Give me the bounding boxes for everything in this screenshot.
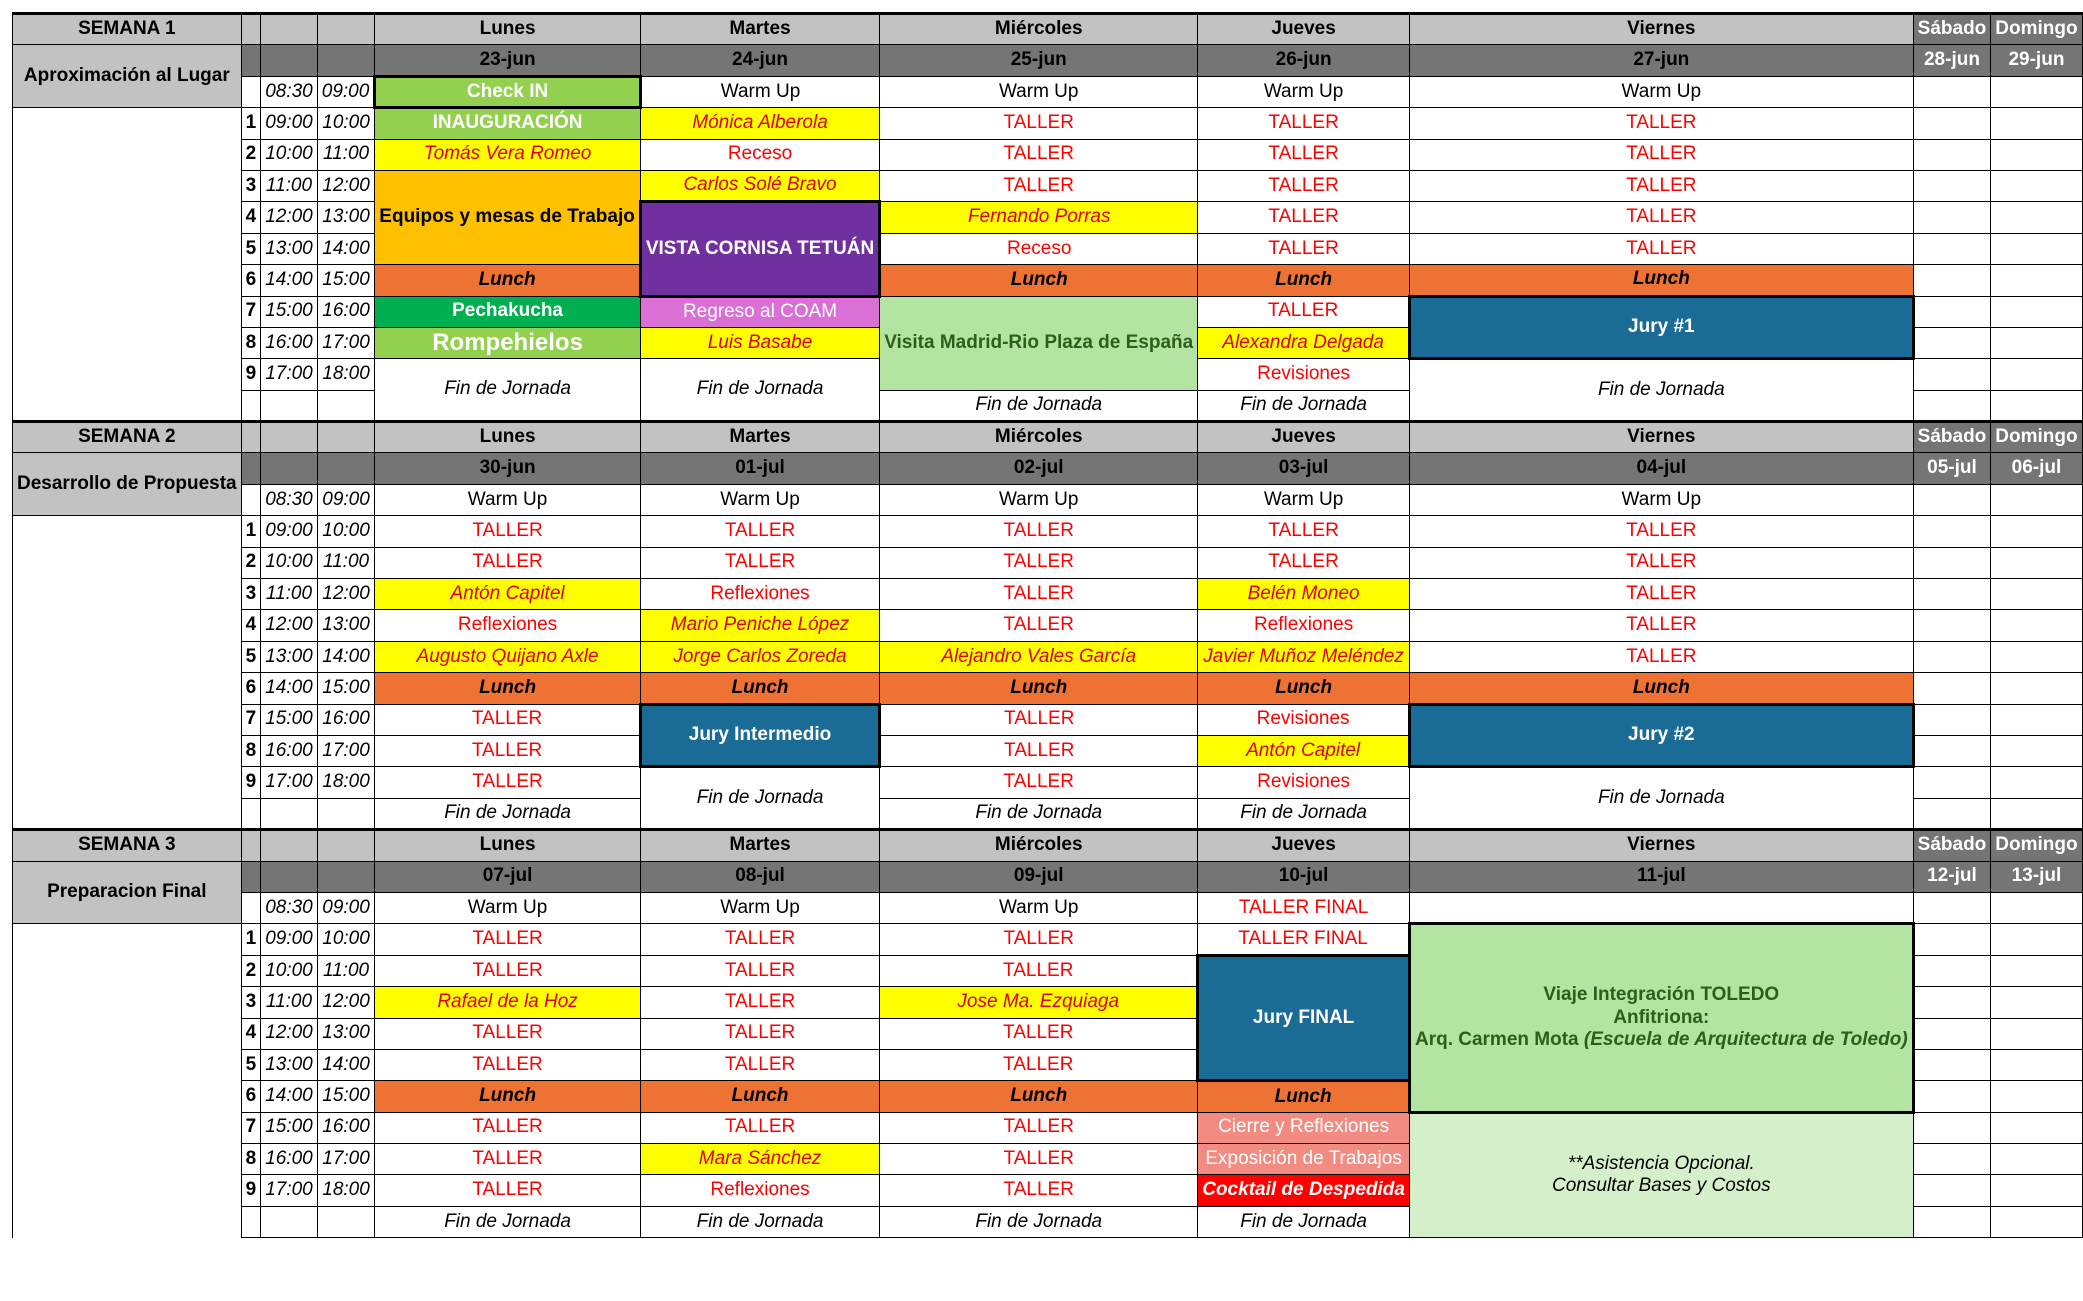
- end-time: 18:00: [317, 1175, 375, 1206]
- event-cell: TALLER: [880, 1018, 1198, 1049]
- date-cell: 27-jun: [1409, 45, 1913, 76]
- event-cocktail: Cocktail de Despedida: [1198, 1175, 1410, 1206]
- event-cell: TALLER: [880, 704, 1198, 735]
- end-time: 11:00: [317, 139, 375, 170]
- start-time: 16:00: [261, 735, 318, 766]
- start-time: 15:00: [261, 1112, 318, 1143]
- event-cell: TALLER: [880, 924, 1198, 955]
- event-speaker: Jorge Carlos Zoreda: [640, 641, 879, 672]
- day-header: Martes: [640, 830, 879, 861]
- end-time: 11:00: [317, 547, 375, 578]
- start-time: 08:30: [261, 892, 318, 923]
- lunch-cell: Lunch: [640, 673, 879, 704]
- event-cell: TALLER: [880, 1175, 1198, 1206]
- event-cell: Warm Up: [640, 484, 879, 515]
- start-time: 13:00: [261, 641, 318, 672]
- event-cell: TALLER: [880, 1144, 1198, 1175]
- lunch-cell: Lunch: [1198, 673, 1410, 704]
- event-cell: TALLER: [1198, 296, 1410, 327]
- event-cell: Reflexiones: [640, 579, 879, 610]
- event-cell: TALLER FINAL: [1198, 924, 1410, 955]
- day-header: Jueves: [1198, 830, 1410, 861]
- end-time: 15:00: [317, 1081, 375, 1112]
- fin-jornada: Fin de Jornada: [1409, 767, 1913, 830]
- viaje-line-1: Viaje Integración TOLEDO: [1543, 983, 1780, 1005]
- fin-jornada: Fin de Jornada: [1409, 359, 1913, 422]
- event-cell: Warm Up: [640, 892, 879, 923]
- end-time: 12:00: [317, 579, 375, 610]
- start-time: 16:00: [261, 327, 318, 358]
- lunch-cell: Lunch: [640, 1081, 879, 1112]
- event-cell: TALLER FINAL: [1198, 892, 1410, 923]
- date-cell: 24-jun: [640, 45, 879, 76]
- event-cell: TALLER: [1409, 579, 1913, 610]
- fin-jornada: Fin de Jornada: [1198, 1206, 1410, 1237]
- slot-number: 2: [241, 955, 261, 986]
- event-cell: Revisiones: [1198, 767, 1410, 798]
- event-speaker: Augusto Quijano Axle: [375, 641, 641, 672]
- start-time: 10:00: [261, 139, 318, 170]
- event-cell: Receso: [880, 233, 1198, 264]
- jury-cell: Jury Intermedio: [640, 704, 879, 767]
- date-cell: 28-jun: [1913, 45, 1991, 76]
- start-time: 13:00: [261, 1049, 318, 1080]
- slot-number: 9: [241, 1175, 261, 1206]
- fin-jornada: Fin de Jornada: [375, 1206, 641, 1237]
- date-cell: 08-jul: [640, 861, 879, 892]
- event-cell: TALLER: [880, 139, 1198, 170]
- event-regreso: Regreso al COAM: [640, 296, 879, 327]
- lunch-cell: Lunch: [1409, 265, 1913, 296]
- event-cell: TALLER: [880, 735, 1198, 766]
- week-phase: Aproximación al Lugar: [13, 45, 242, 108]
- event-cell: Receso: [640, 139, 879, 170]
- date-cell: 02-jul: [880, 453, 1198, 484]
- end-time: 18:00: [317, 767, 375, 798]
- start-time: 14:00: [261, 673, 318, 704]
- slot-number: 8: [241, 327, 261, 358]
- viaje-line-2: Anfitriona:: [1613, 1006, 1710, 1028]
- fin-jornada: Fin de Jornada: [640, 359, 879, 422]
- event-speaker: Alejandro Vales García: [880, 641, 1198, 672]
- end-time: 09:00: [317, 484, 375, 515]
- event-viaje-toledo: [1409, 924, 1913, 1112]
- event-cell: TALLER: [1198, 202, 1410, 233]
- end-time: 12:00: [317, 170, 375, 201]
- event-cell: TALLER: [1198, 233, 1410, 264]
- end-time: 18:00: [317, 359, 375, 390]
- day-header: Domingo: [1991, 830, 2082, 861]
- viaje-line-4: (Escuela de Arquitectura de Toledo): [1583, 1029, 1908, 1051]
- event-cierre: Cierre y Reflexiones: [1198, 1112, 1410, 1143]
- slot-number: 6: [241, 1081, 261, 1112]
- jury-cell: Jury #1: [1409, 296, 1913, 359]
- end-time: 10:00: [317, 924, 375, 955]
- event-cell: TALLER: [375, 516, 641, 547]
- start-time: 16:00: [261, 1144, 318, 1175]
- end-time: 13:00: [317, 202, 375, 233]
- event-cell: TALLER: [1198, 547, 1410, 578]
- event-cell: TALLER: [375, 735, 641, 766]
- event-cell: TALLER: [640, 1049, 879, 1080]
- event-cell: TALLER: [1198, 516, 1410, 547]
- start-time: 09:00: [261, 108, 318, 139]
- event-cell: Warm Up: [375, 484, 641, 515]
- event-cell: Revisiones: [1198, 359, 1410, 390]
- event-cell: TALLER: [375, 767, 641, 798]
- slot-number: 2: [241, 547, 261, 578]
- event-cell: TALLER: [880, 767, 1198, 798]
- event-speaker: Mónica Alberola: [640, 108, 879, 139]
- event-cell: TALLER: [880, 579, 1198, 610]
- event-cell: TALLER: [1409, 641, 1913, 672]
- start-time: 11:00: [261, 579, 318, 610]
- event-speaker: Alexandra Delgada: [1198, 327, 1410, 358]
- lunch-cell: Lunch: [375, 1081, 641, 1112]
- event-cell: TALLER: [1409, 547, 1913, 578]
- end-time: 16:00: [317, 296, 375, 327]
- viaje-line-3: Arq. Carmen Mota: [1414, 1029, 1579, 1051]
- event-visita: Visita Madrid-Rio Plaza de España: [880, 296, 1198, 390]
- event-rompehielos: Rompehielos: [375, 327, 641, 358]
- event-cell: Warm Up: [880, 76, 1198, 107]
- jury-cell: Jury #2: [1409, 704, 1913, 767]
- event-cell: TALLER: [640, 1112, 879, 1143]
- week-label: SEMANA 1: [13, 14, 242, 45]
- event-cell: TALLER: [1198, 170, 1410, 201]
- week-phase: Desarrollo de Propuesta: [13, 453, 242, 516]
- lunch-cell: Lunch: [880, 673, 1198, 704]
- event-equipos: Equipos y mesas de Trabajo: [375, 170, 641, 264]
- end-time: 15:00: [317, 673, 375, 704]
- slot-number: 1: [241, 516, 261, 547]
- event-pechakucha: Pechakucha: [375, 296, 641, 327]
- start-time: 17:00: [261, 767, 318, 798]
- day-header: Sábado: [1913, 14, 1991, 45]
- start-time: 17:00: [261, 359, 318, 390]
- end-time: 17:00: [317, 1144, 375, 1175]
- start-time: 14:00: [261, 1081, 318, 1112]
- end-time: 09:00: [317, 892, 375, 923]
- day-header: Lunes: [375, 830, 641, 861]
- start-time: 17:00: [261, 1175, 318, 1206]
- end-time: 10:00: [317, 108, 375, 139]
- event-cell: Warm Up: [880, 484, 1198, 515]
- day-header: Viernes: [1409, 422, 1913, 453]
- date-cell: 13-jul: [1991, 861, 2082, 892]
- end-time: 14:00: [317, 233, 375, 264]
- event-cell: TALLER: [375, 1049, 641, 1080]
- event-speaker: Tomás Vera Romeo: [375, 139, 641, 170]
- event-speaker: Fernando Porras: [880, 202, 1198, 233]
- fin-jornada: Fin de Jornada: [375, 798, 641, 829]
- slot-number: 1: [241, 924, 261, 955]
- event-cell: TALLER: [375, 1175, 641, 1206]
- event-cell: TALLER: [880, 955, 1198, 986]
- event-cell: TALLER: [1409, 610, 1913, 641]
- start-time: 08:30: [261, 484, 318, 515]
- end-time: 16:00: [317, 1112, 375, 1143]
- slot-number: 5: [241, 641, 261, 672]
- date-cell: 01-jul: [640, 453, 879, 484]
- lunch-cell: Lunch: [1409, 673, 1913, 704]
- date-cell: 10-jul: [1198, 861, 1410, 892]
- day-header: Miércoles: [880, 422, 1198, 453]
- start-time: 13:00: [261, 233, 318, 264]
- event-cell: TALLER: [1409, 139, 1913, 170]
- fin-jornada: Fin de Jornada: [1198, 390, 1410, 421]
- end-time: 10:00: [317, 516, 375, 547]
- event-cell: TALLER: [880, 108, 1198, 139]
- event-speaker: Antón Capitel: [1198, 735, 1410, 766]
- day-header: Viernes: [1409, 14, 1913, 45]
- event-vista-cornisa: VISTA CORNISA TETUÁN: [640, 202, 879, 296]
- slot-number: 9: [241, 767, 261, 798]
- event-cell: TALLER: [375, 704, 641, 735]
- start-time: 12:00: [261, 202, 318, 233]
- end-time: 17:00: [317, 327, 375, 358]
- fin-jornada: Fin de Jornada: [880, 798, 1198, 829]
- date-cell: 30-jun: [375, 453, 641, 484]
- date-cell: 26-jun: [1198, 45, 1410, 76]
- start-time: 10:00: [261, 547, 318, 578]
- slot-number: 4: [241, 202, 261, 233]
- event-cell: TALLER: [1198, 139, 1410, 170]
- event-cell: Warm Up: [375, 892, 641, 923]
- end-time: 09:00: [317, 76, 375, 107]
- event-cell: TALLER: [1198, 108, 1410, 139]
- week-phase: Preparacion Final: [13, 861, 242, 924]
- end-time: 13:00: [317, 610, 375, 641]
- event-cell: TALLER: [640, 924, 879, 955]
- lunch-cell: Lunch: [1198, 265, 1410, 296]
- day-header: Lunes: [375, 422, 641, 453]
- date-cell: 09-jul: [880, 861, 1198, 892]
- day-header: Jueves: [1198, 14, 1410, 45]
- day-header: Martes: [640, 14, 879, 45]
- fin-jornada: Fin de Jornada: [640, 1206, 879, 1237]
- event-cell: TALLER: [375, 547, 641, 578]
- event-exposicion: Exposición de Trabajos: [1198, 1144, 1410, 1175]
- event-cell: TALLER: [375, 1144, 641, 1175]
- event-cell: TALLER: [375, 1112, 641, 1143]
- day-header: Domingo: [1991, 14, 2082, 45]
- slot-number: 6: [241, 265, 261, 296]
- event-cell: TALLER: [880, 1112, 1198, 1143]
- event-speaker: Luis Basabe: [640, 327, 879, 358]
- start-time: 09:00: [261, 516, 318, 547]
- day-header: Domingo: [1991, 422, 2082, 453]
- lunch-cell: Lunch: [1198, 1081, 1410, 1112]
- event-cell: Revisiones: [1198, 704, 1410, 735]
- fin-jornada: Fin de Jornada: [640, 767, 879, 830]
- slot-number: 4: [241, 610, 261, 641]
- event-cell: TALLER: [375, 955, 641, 986]
- start-time: 12:00: [261, 610, 318, 641]
- date-cell: 07-jul: [375, 861, 641, 892]
- lunch-cell: Lunch: [375, 265, 641, 296]
- event-cell: TALLER: [1409, 516, 1913, 547]
- event-cell: Reflexiones: [640, 1175, 879, 1206]
- event-inauguracion: INAUGURACIÓN: [375, 108, 641, 139]
- fin-jornada: Fin de Jornada: [1198, 798, 1410, 829]
- event-cell: Reflexiones: [375, 610, 641, 641]
- start-time: 09:00: [261, 924, 318, 955]
- slot-number: 3: [241, 579, 261, 610]
- event-cell: TALLER: [1409, 233, 1913, 264]
- date-cell: 05-jul: [1913, 453, 1991, 484]
- end-time: 11:00: [317, 955, 375, 986]
- week-label: SEMANA 3: [13, 830, 242, 861]
- event-cell: TALLER: [880, 1049, 1198, 1080]
- event-cell: TALLER: [375, 924, 641, 955]
- event-cell: TALLER: [640, 516, 879, 547]
- date-cell: 12-jul: [1913, 861, 1991, 892]
- lunch-cell: Lunch: [880, 265, 1198, 296]
- date-cell: 06-jul: [1991, 453, 2082, 484]
- end-time: 12:00: [317, 987, 375, 1018]
- slot-number: 5: [241, 233, 261, 264]
- fin-jornada: Fin de Jornada: [880, 390, 1198, 421]
- event-speaker: Jose Ma. Ezquiaga: [880, 987, 1198, 1018]
- day-header: Miércoles: [880, 830, 1198, 861]
- event-cell: TALLER: [640, 1018, 879, 1049]
- day-header: Viernes: [1409, 830, 1913, 861]
- end-time: 17:00: [317, 735, 375, 766]
- lunch-cell: Lunch: [880, 1081, 1198, 1112]
- event-cell: Warm Up: [1198, 484, 1410, 515]
- event-cell: TALLER: [880, 516, 1198, 547]
- slot-number: 8: [241, 1144, 261, 1175]
- date-cell: 04-jul: [1409, 453, 1913, 484]
- schedule-table: [12, 12, 2083, 1238]
- note-asistencia: [1409, 1112, 1913, 1238]
- day-header: Jueves: [1198, 422, 1410, 453]
- event-cell: TALLER: [640, 987, 879, 1018]
- fin-jornada: Fin de Jornada: [880, 1206, 1198, 1237]
- slot-number: 7: [241, 1112, 261, 1143]
- note-line-1: **Asistencia Opcional.: [1567, 1152, 1755, 1174]
- event-cell: Warm Up: [1409, 76, 1913, 107]
- day-header: Miércoles: [880, 14, 1198, 45]
- start-time: 11:00: [261, 987, 318, 1018]
- start-time: 15:00: [261, 704, 318, 735]
- event-speaker: Belén Moneo: [1198, 579, 1410, 610]
- slot-number: 7: [241, 296, 261, 327]
- start-time: 10:00: [261, 955, 318, 986]
- date-cell: 23-jun: [375, 45, 641, 76]
- end-time: 15:00: [317, 265, 375, 296]
- start-time: 15:00: [261, 296, 318, 327]
- event-cell: Warm Up: [1409, 484, 1913, 515]
- day-header: Sábado: [1913, 830, 1991, 861]
- event-cell: TALLER: [880, 170, 1198, 201]
- start-time: 08:30: [261, 76, 318, 107]
- date-cell: 03-jul: [1198, 453, 1410, 484]
- event-cell: TALLER: [880, 547, 1198, 578]
- fin-jornada: Fin de Jornada: [375, 359, 641, 422]
- slot-number: 7: [241, 704, 261, 735]
- slot-number: 9: [241, 359, 261, 390]
- event-cell: TALLER: [880, 610, 1198, 641]
- event-speaker: Mara Sánchez: [640, 1144, 879, 1175]
- event-cell: Reflexiones: [1198, 610, 1410, 641]
- event-speaker: Carlos Solé Bravo: [640, 170, 879, 201]
- end-time: 16:00: [317, 704, 375, 735]
- event-cell: Warm Up: [1198, 76, 1410, 107]
- event-speaker: Antón Capitel: [375, 579, 641, 610]
- note-line-2: Consultar Bases y Costos: [1552, 1175, 1771, 1197]
- event-cell: Warm Up: [880, 892, 1198, 923]
- slot-number: 6: [241, 673, 261, 704]
- event-speaker: Rafael de la Hoz: [375, 987, 641, 1018]
- end-time: 14:00: [317, 1049, 375, 1080]
- week-label: SEMANA 2: [13, 422, 242, 453]
- day-header: Sábado: [1913, 422, 1991, 453]
- start-time: 14:00: [261, 265, 318, 296]
- slot-number: 2: [241, 139, 261, 170]
- jury-cell: Jury FINAL: [1198, 955, 1410, 1081]
- end-time: 14:00: [317, 641, 375, 672]
- date-cell: 11-jul: [1409, 861, 1913, 892]
- start-time: 12:00: [261, 1018, 318, 1049]
- start-time: 11:00: [261, 170, 318, 201]
- lunch-cell: Lunch: [375, 673, 641, 704]
- event-cell: TALLER: [640, 955, 879, 986]
- slot-number: 3: [241, 987, 261, 1018]
- event-cell: TALLER: [1409, 202, 1913, 233]
- event-cell: TALLER: [1409, 170, 1913, 201]
- event-check-in: Check IN: [375, 76, 641, 107]
- date-cell: 25-jun: [880, 45, 1198, 76]
- date-cell: 29-jun: [1991, 45, 2082, 76]
- end-time: 13:00: [317, 1018, 375, 1049]
- event-cell: TALLER: [1409, 108, 1913, 139]
- event-cell: TALLER: [640, 547, 879, 578]
- event-cell: TALLER: [375, 1018, 641, 1049]
- slot-number: 3: [241, 170, 261, 201]
- slot-number: 1: [241, 108, 261, 139]
- slot-number: 5: [241, 1049, 261, 1080]
- day-header: Lunes: [375, 14, 641, 45]
- slot-number: 8: [241, 735, 261, 766]
- event-speaker: Javier Muñoz Meléndez: [1198, 641, 1410, 672]
- slot-number: 4: [241, 1018, 261, 1049]
- event-cell: Warm Up: [640, 76, 879, 107]
- day-header: Martes: [640, 422, 879, 453]
- event-speaker: Mario Peniche López: [640, 610, 879, 641]
